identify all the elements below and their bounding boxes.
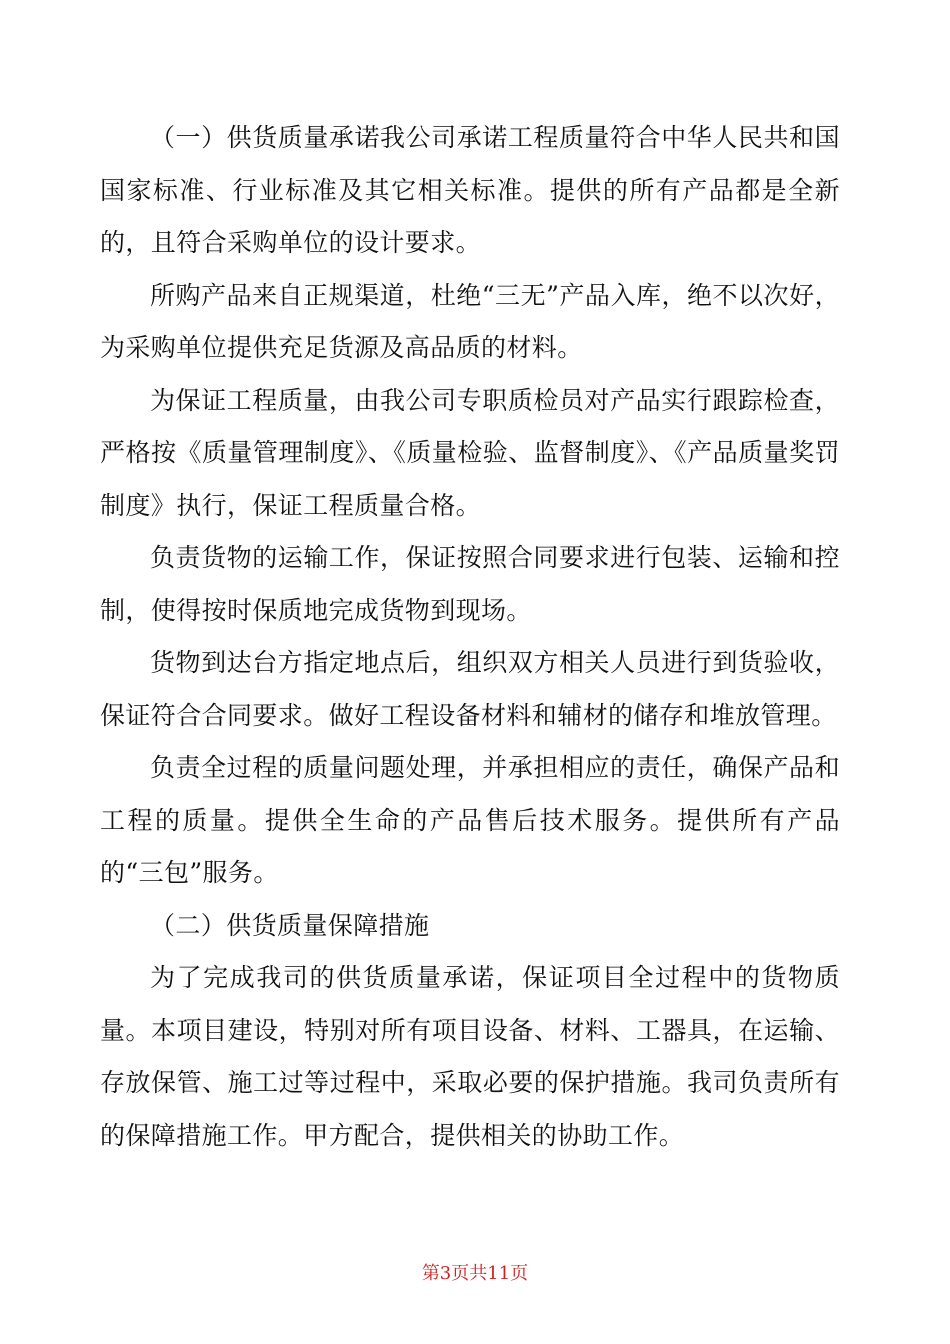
paragraph-acceptance: 货物到达台方指定地点后，组织双方相关人员进行到货验收，保证符合合同要求。做好工程设备材料和辅材的储存和堆放管理。: [100, 648, 840, 730]
section-heading-guarantee-measures: （二）供货质量保障措施: [150, 910, 430, 940]
paragraph-supply-quality-commitment: （一）供货质量承诺我公司承诺工程质量符合中华人民共和国国家标准、行业标准及其它相关标准。提供的所有产品都是全新的，且符合采购单位的设计要求。: [100, 123, 840, 257]
paragraph-transport: 负责货物的运输工作，保证按照合同要求进行包装、运输和控制，使得按时保质地完成货物到现场。: [100, 543, 840, 625]
paragraph-protection-measures: 为了完成我司的供货质量承诺，保证项目全过程中的货物质量。本项目建设，特别对所有项目设备、材料、工器具，在运输、存放保管、施工过等过程中，采取必要的保护措施。我司负责所有的保障措施工作。甲方配合，提供相关的协助工作。: [100, 963, 840, 1150]
paragraph-product-source: 所购产品来自正规渠道，杜绝“三无”产品入库，绝不以次好，为采购单位提供充足货源及高品质的材料。: [100, 280, 840, 362]
paragraph-quality-inspection: 为保证工程质量，由我公司专职质检员对产品实行跟踪检查，严格按《质量管理制度》、《质量检验、监督制度》、《产品质量奖罚制度》执行，保证工程质量合格。: [100, 385, 840, 520]
page-number-footer: 第3页共11页: [421, 1263, 529, 1284]
paragraph-after-sales: 负责全过程的质量问题处理，并承担相应的责任，确保产品和工程的质量。提供全生命的产品售后技术服务。提供所有产品的“三包”服务。: [100, 753, 840, 887]
document-body: [100, 112, 840, 1162]
